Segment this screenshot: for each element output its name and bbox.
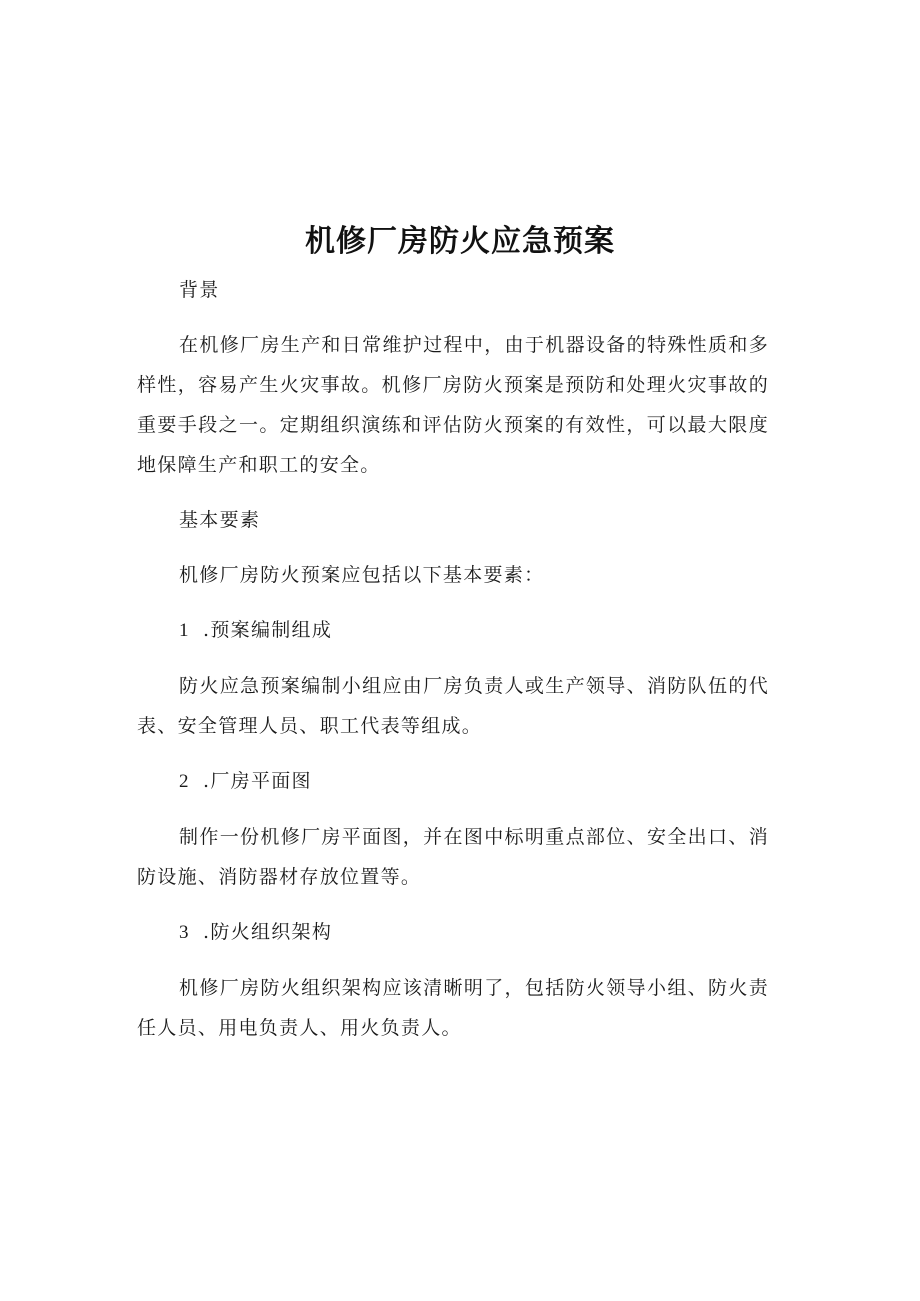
- elements-intro-paragraph: 机修厂房防火预案应包括以下基本要素：: [179, 564, 545, 586]
- item-2-number: 2: [179, 771, 190, 792]
- background-paragraph: 在机修厂房生产和日常维护过程中，由于机器设备的特殊性质和多样性，容易产生火灾事故。机修厂房防火预案是预防和处理火灾事故的重要手段之一。定期组织演练和评估防火预案的有效性，可以最大限度地保障生产和职工的安全。: [137, 334, 769, 476]
- document-title: 机修厂房防火应急预案: [305, 224, 615, 259]
- item-2-heading-text: .厂房平面图: [203, 770, 312, 792]
- item-1-heading: [137, 610, 769, 651]
- item-3-heading: [137, 912, 769, 953]
- item-3-heading-text: .防火组织架构: [203, 921, 333, 943]
- document-body: [137, 270, 769, 1048]
- item-3-paragraph: 机修厂房防火组织架构应该清晰明了，包括防火领导小组、防火责任人员、用电负责人、用火负责人。: [137, 977, 769, 1039]
- background-heading: 背景: [179, 279, 220, 301]
- item-2-heading: [137, 761, 769, 802]
- item-1-paragraph: 防火应急预案编制小组应由厂房负责人或生产领导、消防队伍的代表、安全管理人员、职工代表等组成。: [137, 675, 769, 737]
- item-2-paragraph: 制作一份机修厂房平面图，并在图中标明重点部位、安全出口、消防设施、消防器材存放位置等。: [137, 826, 769, 888]
- item-1-number: 1: [179, 620, 190, 641]
- item-1-heading-text: .预案编制组成: [203, 619, 333, 641]
- item-3-number: 3: [179, 922, 190, 943]
- elements-heading: 基本要素: [179, 509, 261, 531]
